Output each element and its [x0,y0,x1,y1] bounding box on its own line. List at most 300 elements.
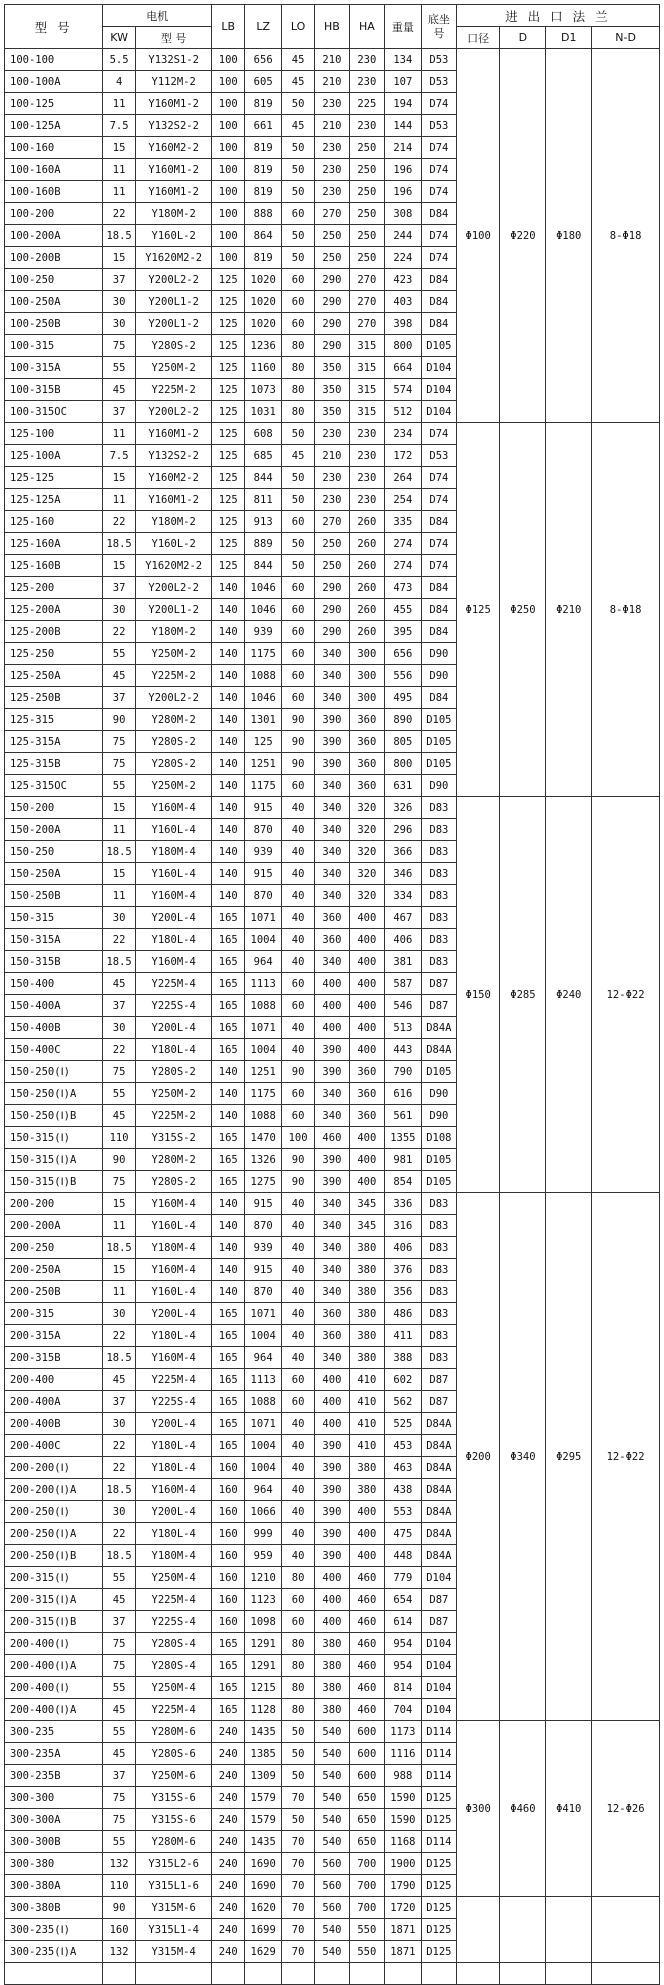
cell-ha: 400 [349,1149,384,1171]
cell-ha: 600 [349,1743,384,1765]
cell-base: D84A [421,1039,456,1061]
cell-hb: 390 [314,1457,349,1479]
flange-bore: Φ200 [456,1193,500,1721]
cell-lb: 140 [212,709,245,731]
cell-kw: 45 [103,1699,136,1721]
cell-lz: 844 [245,555,282,577]
cell-kw: 75 [103,1809,136,1831]
cell-lb: 100 [212,225,245,247]
cell-lo: 50 [282,247,315,269]
cell-lo: 70 [282,1941,315,1963]
cell-weight: 1590 [384,1809,421,1831]
cell-hb: 390 [314,1039,349,1061]
cell-kw: 55 [103,357,136,379]
cell-weight: 395 [384,621,421,643]
flange-nd [592,1897,660,1963]
cell-lo: 60 [282,511,315,533]
cell-base: D84 [421,291,456,313]
flange-d [500,1897,546,1963]
cell-hb: 540 [314,1721,349,1743]
cell-model: 125-100 [5,423,103,445]
cell-lz: 1301 [245,709,282,731]
cell-kw: 110 [103,1875,136,1897]
cell-lo: 70 [282,1787,315,1809]
cell-lb: 165 [212,995,245,1017]
cell-hb: 560 [314,1897,349,1919]
cell-model: 150-315A [5,929,103,951]
cell-lb: 125 [212,335,245,357]
cell-lb: 160 [212,1457,245,1479]
cell-hb: 230 [314,93,349,115]
cell-weight: 495 [384,687,421,709]
cell-lz: 964 [245,1347,282,1369]
cell-lz: 1071 [245,1413,282,1435]
cell-hb: 390 [314,731,349,753]
cell-weight: 954 [384,1655,421,1677]
cell-base: D104 [421,357,456,379]
cell-lz: 870 [245,819,282,841]
cell-lb: 165 [212,1633,245,1655]
cell-lz: 1113 [245,1369,282,1391]
cell-motor-model: Y225M-2 [135,665,211,687]
cell-base: D105 [421,731,456,753]
cell-lb: 140 [212,731,245,753]
cell-model: 125-200 [5,577,103,599]
flange-d1: Φ210 [546,423,592,797]
cell-kw: 55 [103,1831,136,1853]
cell-lz: 605 [245,71,282,93]
cell-weight: 790 [384,1061,421,1083]
cell-lz: 1031 [245,401,282,423]
cell-lz: 1251 [245,1061,282,1083]
cell-weight: 1173 [384,1721,421,1743]
cell-lb: 165 [212,1171,245,1193]
cell-hb: 340 [314,1237,349,1259]
cell-lb: 165 [212,1699,245,1721]
cell-hb: 380 [314,1677,349,1699]
cell-lb: 140 [212,1193,245,1215]
cell-kw: 30 [103,1017,136,1039]
cell-weight: 381 [384,951,421,973]
cell-base: D83 [421,929,456,951]
cell-kw: 55 [103,1567,136,1589]
cell-weight: 336 [384,1193,421,1215]
cell-base: D74 [421,247,456,269]
cell-lb: 165 [212,929,245,951]
cell-lo: 70 [282,1897,315,1919]
cell-weight: 463 [384,1457,421,1479]
cell-hb: 250 [314,225,349,247]
cell-lb: 240 [212,1809,245,1831]
flange-bore: Φ125 [456,423,500,797]
cell-base: D83 [421,841,456,863]
cell-lo: 40 [282,1215,315,1237]
cell-base: D125 [421,1809,456,1831]
cell-model: 300-235(Ⅰ) [5,1919,103,1941]
cell-hb: 390 [314,1523,349,1545]
cell-hb: 290 [314,335,349,357]
cell-base: D74 [421,555,456,577]
cell-kw: 75 [103,1061,136,1083]
cell-hb: 540 [314,1809,349,1831]
cell-ha: 230 [349,49,384,71]
cell-base: D90 [421,643,456,665]
cell-kw: 15 [103,137,136,159]
cell-lo: 40 [282,951,315,973]
cell-hb: 400 [314,1413,349,1435]
cell-hb: 540 [314,1743,349,1765]
cell-kw: 11 [103,423,136,445]
cell-lb: 140 [212,1259,245,1281]
cell-kw: 22 [103,203,136,225]
cell-lo: 80 [282,401,315,423]
cell-model: 125-315B [5,753,103,775]
cell-ha: 320 [349,885,384,907]
cell-lz: 1699 [245,1919,282,1941]
cell-lz: 1291 [245,1633,282,1655]
cell-base: D53 [421,445,456,467]
cell-ha: 600 [349,1721,384,1743]
cell-kw: 30 [103,291,136,313]
cell-hb: 340 [314,665,349,687]
cell-model: 300-380B [5,1897,103,1919]
cell-lz: 915 [245,797,282,819]
cell-lz: 811 [245,489,282,511]
cell-motor-model: Y200L1-2 [135,313,211,335]
cell-lz: 888 [245,203,282,225]
cell-hb: 460 [314,1127,349,1149]
cell-kw: 55 [103,775,136,797]
cell-ha: 300 [349,665,384,687]
cell-model: 150-400 [5,973,103,995]
cell-lb: 160 [212,1611,245,1633]
cell-kw: 30 [103,1413,136,1435]
cell-lb: 100 [212,203,245,225]
cell-ha: 400 [349,1039,384,1061]
cell-model: 100-125A [5,115,103,137]
cell-hb: 230 [314,467,349,489]
cell-kw: 90 [103,709,136,731]
cell-weight: 779 [384,1567,421,1589]
header-lo: LO [282,5,315,49]
cell-ha: 400 [349,929,384,951]
cell-model: 300-235A [5,1743,103,1765]
cell-kw: 15 [103,863,136,885]
cell-weight: 244 [384,225,421,247]
cell-ha: 260 [349,533,384,555]
cell-hb: 400 [314,1611,349,1633]
cell-model: 125-250B [5,687,103,709]
blank-cell [349,1963,384,1985]
cell-base: D83 [421,1281,456,1303]
cell-lb: 240 [212,1743,245,1765]
cell-lb: 140 [212,1083,245,1105]
cell-lo: 90 [282,1171,315,1193]
cell-model: 150-400A [5,995,103,1017]
cell-ha: 400 [349,1545,384,1567]
cell-model: 300-380 [5,1853,103,1875]
cell-hb: 230 [314,181,349,203]
cell-motor-model: Y200L1-2 [135,291,211,313]
cell-kw: 11 [103,1281,136,1303]
cell-model: 150-400B [5,1017,103,1039]
cell-lo: 40 [282,1523,315,1545]
cell-kw: 55 [103,1721,136,1743]
header-d1: D1 [546,27,592,49]
blank-cell [212,1963,245,1985]
cell-base: D74 [421,489,456,511]
cell-hb: 250 [314,555,349,577]
cell-motor-model: Y200L2-2 [135,687,211,709]
cell-ha: 380 [349,1325,384,1347]
cell-hb: 350 [314,357,349,379]
cell-lz: 608 [245,423,282,445]
cell-lb: 165 [212,1127,245,1149]
cell-kw: 18.5 [103,225,136,247]
cell-lz: 1275 [245,1171,282,1193]
cell-lb: 125 [212,379,245,401]
cell-lb: 240 [212,1831,245,1853]
cell-base: D125 [421,1853,456,1875]
cell-ha: 410 [349,1369,384,1391]
cell-hb: 290 [314,621,349,643]
cell-base: D74 [421,181,456,203]
cell-lb: 165 [212,1391,245,1413]
cell-model: 125-160 [5,511,103,533]
cell-lo: 40 [282,1259,315,1281]
cell-ha: 250 [349,247,384,269]
cell-base: D104 [421,1655,456,1677]
cell-kw: 55 [103,1083,136,1105]
cell-ha: 270 [349,291,384,313]
cell-lb: 240 [212,1875,245,1897]
cell-lb: 165 [212,1677,245,1699]
cell-ha: 410 [349,1391,384,1413]
cell-hb: 340 [314,643,349,665]
cell-kw: 11 [103,159,136,181]
cell-ha: 400 [349,995,384,1017]
cell-ha: 700 [349,1875,384,1897]
cell-lo: 40 [282,1457,315,1479]
cell-model: 100-125 [5,93,103,115]
cell-model: 150-250 [5,841,103,863]
blank-row [5,1963,660,1985]
cell-base: D84 [421,511,456,533]
cell-lz: 889 [245,533,282,555]
cell-lb: 165 [212,951,245,973]
cell-lb: 165 [212,1303,245,1325]
cell-kw: 45 [103,1589,136,1611]
cell-kw: 18.5 [103,1347,136,1369]
cell-model: 200-400(Ⅰ) [5,1677,103,1699]
cell-model: 150-400C [5,1039,103,1061]
cell-hb: 340 [314,863,349,885]
cell-ha: 650 [349,1787,384,1809]
cell-ha: 380 [349,1259,384,1281]
cell-hb: 390 [314,1171,349,1193]
cell-lz: 1004 [245,1457,282,1479]
cell-lz: 1175 [245,1083,282,1105]
cell-lz: 1309 [245,1765,282,1787]
cell-lb: 125 [212,555,245,577]
cell-motor-model: Y200L-4 [135,1413,211,1435]
cell-ha: 460 [349,1699,384,1721]
cell-model: 150-315 [5,907,103,929]
cell-base: D90 [421,775,456,797]
cell-ha: 400 [349,1171,384,1193]
cell-weight: 664 [384,357,421,379]
cell-weight: 512 [384,401,421,423]
cell-lb: 125 [212,401,245,423]
cell-ha: 400 [349,973,384,995]
cell-model: 125-200A [5,599,103,621]
cell-ha: 250 [349,225,384,247]
cell-lb: 160 [212,1501,245,1523]
cell-lb: 140 [212,665,245,687]
cell-lb: 100 [212,137,245,159]
cell-hb: 270 [314,203,349,225]
cell-weight: 443 [384,1039,421,1061]
cell-model: 100-160A [5,159,103,181]
cell-motor-model: Y160M2-2 [135,467,211,489]
cell-lo: 60 [282,1083,315,1105]
cell-base: D74 [421,137,456,159]
cell-hb: 340 [314,1105,349,1127]
cell-lo: 40 [282,1347,315,1369]
flange-nd: 12-Φ26 [592,1721,660,1897]
cell-lo: 90 [282,731,315,753]
cell-base: D84 [421,599,456,621]
cell-kw: 45 [103,1743,136,1765]
cell-weight: 814 [384,1677,421,1699]
cell-motor-model: Y180L-4 [135,1325,211,1347]
cell-kw: 37 [103,401,136,423]
cell-weight: 296 [384,819,421,841]
cell-kw: 15 [103,467,136,489]
cell-hb: 210 [314,49,349,71]
cell-kw: 37 [103,1765,136,1787]
cell-ha: 270 [349,313,384,335]
cell-weight: 954 [384,1633,421,1655]
cell-model: 150-250(Ⅰ) [5,1061,103,1083]
cell-lo: 60 [282,1105,315,1127]
cell-lo: 40 [282,1479,315,1501]
cell-lz: 1326 [245,1149,282,1171]
cell-motor-model: Y160M-4 [135,951,211,973]
cell-kw: 45 [103,973,136,995]
cell-lz: 915 [245,1193,282,1215]
cell-motor-model: Y315S-6 [135,1809,211,1831]
cell-hb: 360 [314,1325,349,1347]
cell-base: D84 [421,313,456,335]
flange-d1 [546,1897,592,1963]
cell-hb: 380 [314,1633,349,1655]
cell-weight: 254 [384,489,421,511]
cell-weight: 308 [384,203,421,225]
cell-lz: 1004 [245,1039,282,1061]
cell-hb: 340 [314,951,349,973]
cell-lo: 40 [282,863,315,885]
cell-lz: 1004 [245,929,282,951]
cell-model: 100-315A [5,357,103,379]
cell-model: 125-250A [5,665,103,687]
cell-ha: 230 [349,423,384,445]
cell-lo: 50 [282,1721,315,1743]
cell-ha: 260 [349,511,384,533]
cell-weight: 316 [384,1215,421,1237]
cell-motor-model: Y200L-4 [135,907,211,929]
cell-lb: 140 [212,753,245,775]
cell-kw: 37 [103,1611,136,1633]
cell-kw: 75 [103,335,136,357]
cell-model: 300-235(Ⅰ)A [5,1941,103,1963]
cell-motor-model: Y280M-2 [135,1149,211,1171]
cell-model: 100-250A [5,291,103,313]
cell-ha: 230 [349,71,384,93]
cell-lz: 1046 [245,687,282,709]
cell-ha: 315 [349,357,384,379]
cell-kw: 11 [103,819,136,841]
cell-lz: 819 [245,137,282,159]
cell-lz: 819 [245,247,282,269]
blank-cell [546,1963,592,1985]
cell-lo: 50 [282,93,315,115]
cell-lz: 1098 [245,1611,282,1633]
cell-ha: 380 [349,1479,384,1501]
cell-model: 125-200B [5,621,103,643]
cell-lz: 1251 [245,753,282,775]
cell-model: 300-300B [5,1831,103,1853]
cell-lz: 999 [245,1523,282,1545]
cell-lb: 165 [212,907,245,929]
cell-model: 100-160B [5,181,103,203]
cell-base: D114 [421,1743,456,1765]
cell-lz: 1046 [245,577,282,599]
table-row [5,1897,660,1919]
cell-lz: 1113 [245,973,282,995]
cell-model: 200-200 [5,1193,103,1215]
cell-motor-model: Y180L-4 [135,1039,211,1061]
cell-lz: 1236 [245,335,282,357]
cell-ha: 380 [349,1457,384,1479]
cell-base: D125 [421,1897,456,1919]
cell-base: D84 [421,621,456,643]
cell-weight: 194 [384,93,421,115]
cell-base: D84 [421,577,456,599]
cell-motor-model: Y315L2-6 [135,1853,211,1875]
cell-motor-model: Y180L-4 [135,929,211,951]
cell-motor-model: Y160M2-2 [135,137,211,159]
cell-lb: 140 [212,1237,245,1259]
cell-ha: 315 [349,335,384,357]
cell-lb: 100 [212,159,245,181]
cell-base: D105 [421,1149,456,1171]
cell-lz: 1088 [245,665,282,687]
cell-ha: 230 [349,115,384,137]
cell-kw: 37 [103,995,136,1017]
cell-ha: 260 [349,599,384,621]
cell-lz: 1175 [245,643,282,665]
cell-motor-model: Y225M-2 [135,379,211,401]
cell-base: D104 [421,1567,456,1589]
cell-hb: 350 [314,379,349,401]
cell-hb: 400 [314,1391,349,1413]
cell-lb: 125 [212,467,245,489]
cell-motor-model: Y315L1-6 [135,1875,211,1897]
cell-lz: 1629 [245,1941,282,1963]
cell-kw: 18.5 [103,1479,136,1501]
cell-lz: 819 [245,93,282,115]
